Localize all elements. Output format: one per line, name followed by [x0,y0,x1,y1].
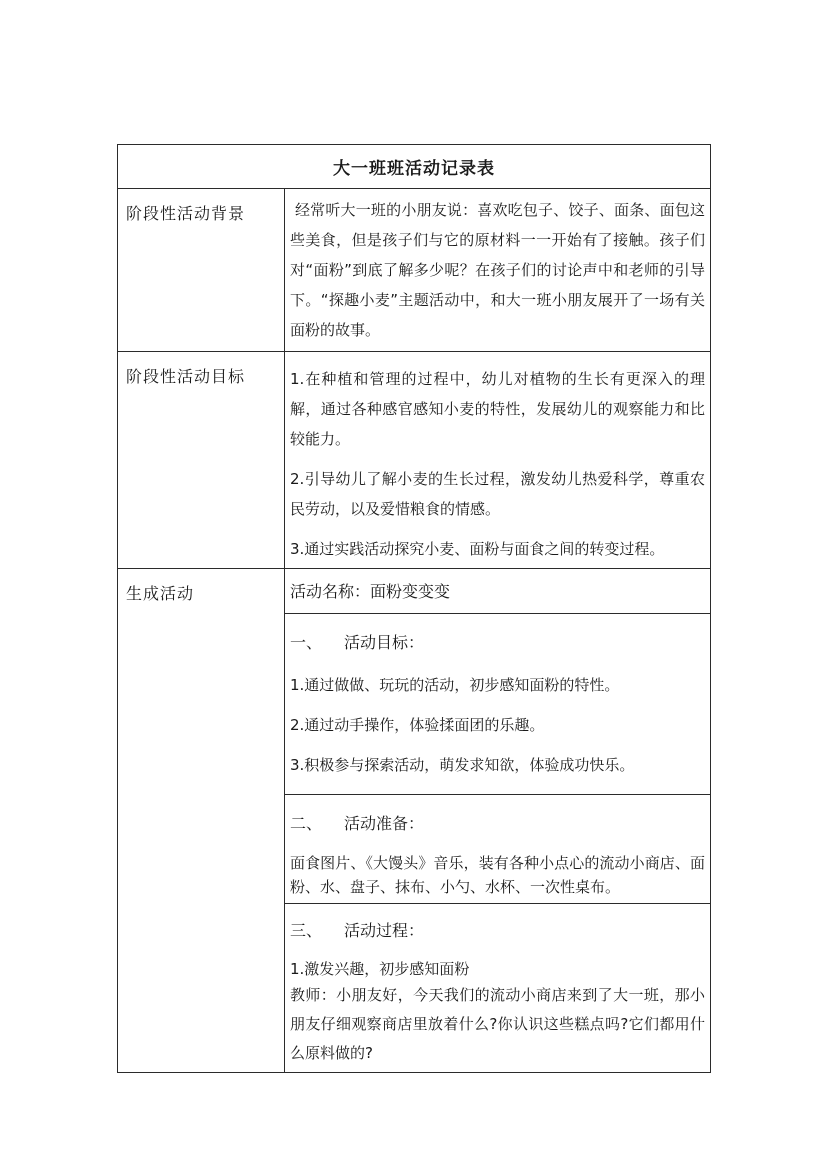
background-text [285,189,711,352]
objectives-cell [285,614,711,795]
activity-name-row [118,569,711,614]
goals-list [285,352,711,569]
objectives-number: 一、 [290,633,323,652]
goal-item: 3.通过实践活动探究小麦、面粉与面食之间的转变过程。 [290,540,665,558]
goals-row [118,352,711,569]
activity-name: 活动名称：面粉变变变 [285,569,711,614]
generated-label: 生成活动 [118,569,285,1073]
objectives-heading [290,628,705,658]
preparation-cell [285,795,711,904]
objective-item: 2.通过动手操作，体验揉面团的乐趣。 [290,716,545,734]
goal-item: 2.引导幼儿了解小麦的生长过程，激发幼儿热爱科学，尊重农民劳动，以及爱惜粮食的情感。 [290,470,705,518]
title-row [118,145,711,189]
goals-label: 阶段性活动目标 [118,352,285,569]
preparation-text: 面食图片、《大馒头》音乐，装有各种小点心的流动小商店、面粉、水、盘子、抹布、小勺、水杯、一次性桌布。 [290,854,705,896]
background-row [118,189,711,352]
preparation-heading-text: 活动准备： [344,814,425,833]
process-text: 教师：小朋友好，今天我们的流动小商店来到了大一班，那小朋友仔细观察商店里放着什么?你认识这些糕点吗?它们都用什么原料做的? [290,986,705,1062]
background-paragraph: 经常听大一班的小朋友说：喜欢吃包子、饺子、面条、面包这些美食，但是孩子们与它的原材料一一开始有了接触。孩子们对“面粉”到底了解多少呢？在孩子们的讨论声中和老师的引导下。“探趣小麦”主题活动中，和大一班小朋友展开了一场有关面粉的故事。 [290,201,705,339]
goal-item: 1.在种植和管理的过程中，幼儿对植物的生长有更深入的理解，通过各种感官感知小麦的特性，发展幼儿的观察能力和比较能力。 [290,370,705,448]
activity-record-table [117,144,711,1073]
process-heading-text: 活动过程： [344,921,425,940]
process-heading [290,916,705,945]
preparation-number: 二、 [290,814,323,833]
preparation-heading [290,809,705,839]
process-number: 三、 [290,921,323,940]
objectives-heading-text: 活动目标： [344,633,425,652]
process-cell [285,904,711,1073]
objective-item: 3.积极参与探索活动，萌发求知欲，体验成功快乐。 [290,756,635,774]
background-label: 阶段性活动背景 [118,189,285,352]
table-title: 大一班班活动记录表 [118,145,711,189]
objective-item: 1.通过做做、玩玩的活动，初步感知面粉的特性。 [290,676,620,694]
process-step: 1.激发兴趣，初步感知面粉 [290,960,470,978]
